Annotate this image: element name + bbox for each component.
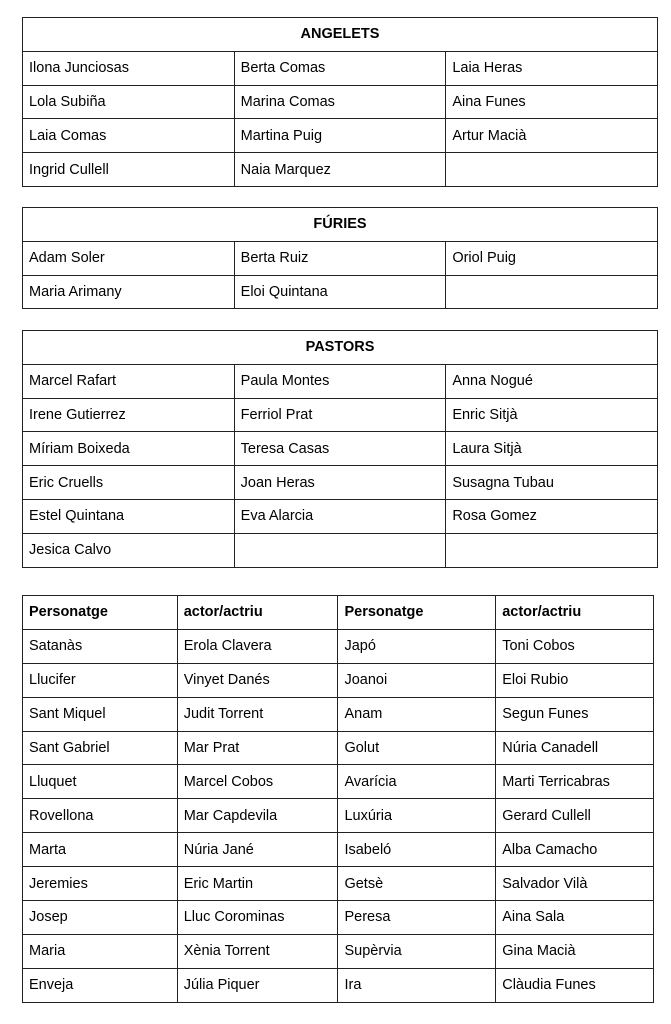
name-cell: Berta Ruiz [234,241,446,275]
actor-cell: Gina Macià [496,934,654,968]
name-cell: Paula Montes [234,364,446,398]
actor-cell: Clàudia Funes [496,968,654,1002]
character-cell: Sant Miquel [23,697,178,731]
actor-cell: Aina Sala [496,901,654,935]
character-cell: Avarícia [338,765,496,799]
table-row [23,629,654,663]
table-row [23,731,654,765]
actor-cell: Marcel Cobos [177,765,338,799]
name-cell: Artur Macià [446,119,658,153]
actor-cell: Lluc Corominas [177,901,338,935]
group-title-row [23,208,658,242]
table-row [23,364,658,398]
table-row [23,697,654,731]
table-row [23,398,658,432]
name-cell [446,275,658,309]
table-row [23,241,658,275]
group-title: PASTORS [23,331,658,365]
character-cell: Jeremies [23,867,178,901]
actor-cell: Erola Clavera [177,629,338,663]
name-cell: Martina Puig [234,119,446,153]
group-table-furies [22,207,658,309]
character-cell: Satanàs [23,629,178,663]
table-row [23,663,654,697]
group-title: ANGELETS [23,18,658,52]
actor-cell: Salvador Vilà [496,867,654,901]
name-cell: Rosa Gomez [446,499,658,533]
name-cell: Enric Sitjà [446,398,658,432]
column-header-actor: actor/actriu [177,596,338,630]
actor-cell: Mar Capdevila [177,799,338,833]
character-cell: Sant Gabriel [23,731,178,765]
group-title: FÚRIES [23,208,658,242]
character-cell: Getsè [338,867,496,901]
character-cell: Isabeló [338,833,496,867]
name-cell: Ingrid Cullell [23,153,235,187]
name-cell: Maria Arimany [23,275,235,309]
table-row [23,799,654,833]
group-table-pastors [22,330,658,568]
actor-cell: Toni Cobos [496,629,654,663]
name-cell [234,533,446,567]
name-cell: Eloi Quintana [234,275,446,309]
character-cell: Ira [338,968,496,1002]
actor-cell: Núria Jané [177,833,338,867]
character-cell: Peresa [338,901,496,935]
cast-header-row [23,596,654,630]
actor-cell: Eloi Rubio [496,663,654,697]
name-cell: Adam Soler [23,241,235,275]
name-cell: Eva Alarcia [234,499,446,533]
character-cell: Maria [23,934,178,968]
name-cell [446,153,658,187]
table-row [23,466,658,500]
name-cell: Ferriol Prat [234,398,446,432]
character-cell: Luxúria [338,799,496,833]
column-header-personatge: Personatge [23,596,178,630]
character-cell: Japó [338,629,496,663]
actor-cell: Júlia Piquer [177,968,338,1002]
name-cell: Berta Comas [234,51,446,85]
table-row [23,432,658,466]
table-row [23,119,658,153]
table-row [23,533,658,567]
name-cell: Laia Heras [446,51,658,85]
character-cell: Josep [23,901,178,935]
cast-table [22,595,654,1003]
table-row [23,934,654,968]
name-cell: Marcel Rafart [23,364,235,398]
actor-cell: Segun Funes [496,697,654,731]
name-cell: Ilona Junciosas [23,51,235,85]
column-header-personatge: Personatge [338,596,496,630]
character-cell: Supèrvia [338,934,496,968]
name-cell: Oriol Puig [446,241,658,275]
name-cell [446,533,658,567]
character-cell: Lluquet [23,765,178,799]
name-cell: Lola Subiña [23,85,235,119]
character-cell: Llucifer [23,663,178,697]
name-cell: Laia Comas [23,119,235,153]
table-row [23,765,654,799]
table-row [23,499,658,533]
actor-cell: Alba Camacho [496,833,654,867]
character-cell: Marta [23,833,178,867]
actor-cell: Vinyet Danés [177,663,338,697]
actor-cell: Marti Terricabras [496,765,654,799]
name-cell: Estel Quintana [23,499,235,533]
table-row [23,968,654,1002]
name-cell: Naia Marquez [234,153,446,187]
actor-cell: Xènia Torrent [177,934,338,968]
character-cell: Joanoi [338,663,496,697]
name-cell: Laura Sitjà [446,432,658,466]
actor-cell: Mar Prat [177,731,338,765]
group-table-angelets [22,17,658,187]
name-cell: Teresa Casas [234,432,446,466]
actor-cell: Núria Canadell [496,731,654,765]
name-cell: Irene Gutierrez [23,398,235,432]
name-cell: Jesica Calvo [23,533,235,567]
table-row [23,833,654,867]
actor-cell: Gerard Cullell [496,799,654,833]
name-cell: Joan Heras [234,466,446,500]
name-cell: Anna Nogué [446,364,658,398]
column-header-actor: actor/actriu [496,596,654,630]
table-row [23,85,658,119]
name-cell: Aina Funes [446,85,658,119]
table-row [23,275,658,309]
actor-cell: Judit Torrent [177,697,338,731]
character-cell: Golut [338,731,496,765]
group-title-row [23,331,658,365]
character-cell: Rovellona [23,799,178,833]
table-row [23,867,654,901]
actor-cell: Eric Martin [177,867,338,901]
character-cell: Anam [338,697,496,731]
table-row [23,51,658,85]
name-cell: Eric Cruells [23,466,235,500]
name-cell: Marina Comas [234,85,446,119]
name-cell: Susagna Tubau [446,466,658,500]
group-title-row [23,18,658,52]
table-row [23,153,658,187]
table-row [23,901,654,935]
character-cell: Enveja [23,968,178,1002]
name-cell: Míriam Boixeda [23,432,235,466]
